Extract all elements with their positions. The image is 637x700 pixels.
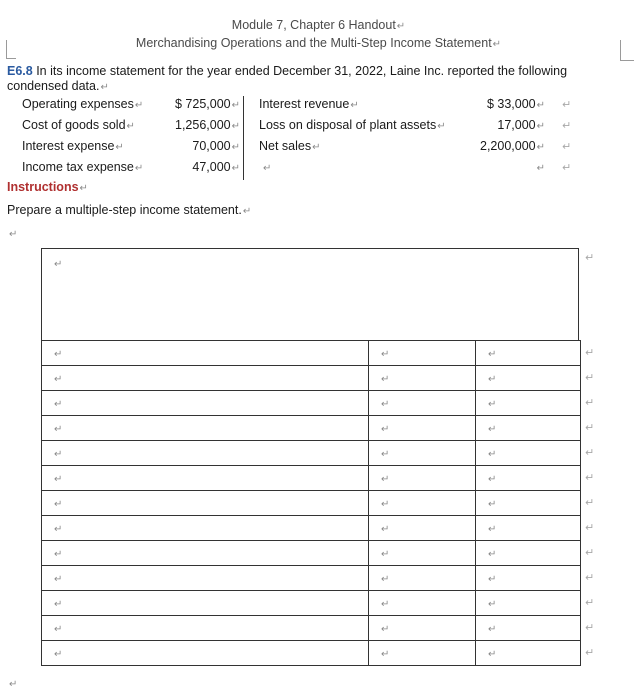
cell-mark-icon: ↵ <box>54 549 63 560</box>
worksheet-row <box>42 566 581 591</box>
worksheet-amount-cell[interactable] <box>369 541 476 566</box>
cell-mark-icon: ↵ <box>381 624 390 635</box>
worksheet-label-cell[interactable] <box>42 391 369 416</box>
worksheet-row <box>42 341 581 366</box>
cell-mark-icon: ↵ <box>381 549 390 560</box>
cell-mark-icon: ↵ <box>54 349 63 360</box>
worksheet-amount-cell[interactable] <box>369 416 476 441</box>
cell-mark-icon: ↵ <box>54 524 63 535</box>
worksheet-label-cell[interactable] <box>42 491 369 516</box>
cell-mark-icon: ↵ <box>54 474 63 485</box>
cell-mark-icon: ↵ <box>54 259 63 270</box>
cell-mark-icon: ↵ <box>54 599 63 610</box>
margin-corner-left-h <box>6 58 16 59</box>
cell-mark-icon: ↵ <box>381 449 390 460</box>
cell-mark-icon: ↵ <box>54 449 63 460</box>
worksheet-amount-cell[interactable] <box>476 516 581 541</box>
margin-corner-left-icon <box>6 40 7 58</box>
cell-mark-icon: ↵ <box>488 474 497 485</box>
worksheet-row <box>42 416 581 441</box>
worksheet-amount-cell[interactable] <box>476 466 581 491</box>
worksheet-row <box>42 541 581 566</box>
cell-mark-icon: ↵ <box>381 374 390 385</box>
final-paragraph-mark: ↵ <box>9 679 18 690</box>
cell-mark-icon: ↵ <box>488 599 497 610</box>
cell-mark-icon: ↵ <box>381 474 390 485</box>
worksheet-amount-cell[interactable] <box>369 466 476 491</box>
worksheet-amount-cell[interactable] <box>476 616 581 641</box>
row-end-mark-icon: ↵ <box>585 522 595 534</box>
worksheet-label-cell[interactable] <box>42 416 369 441</box>
worksheet-row <box>42 641 581 666</box>
paragraph-mark-icon: ↵ <box>492 39 502 50</box>
worksheet-amount-cell[interactable] <box>369 566 476 591</box>
worksheet-label-cell[interactable] <box>42 366 369 391</box>
row-end-mark-icon: ↵ <box>562 120 572 132</box>
worksheet-row <box>42 591 581 616</box>
cell-mark-icon: ↵ <box>54 624 63 635</box>
worksheet-label-cell[interactable] <box>42 591 369 616</box>
worksheet-row <box>42 491 581 516</box>
worksheet-label-cell[interactable] <box>42 541 369 566</box>
worksheet-amount-cell[interactable] <box>476 566 581 591</box>
worksheet-row <box>42 466 581 491</box>
data-left-label-3: Income tax expense↵ <box>22 160 144 174</box>
row-end-mark-icon: ↵ <box>562 141 572 153</box>
handout-subtitle: Merchandising Operations and the Multi-Step Income Statement↵ <box>135 36 502 50</box>
income-statement-worksheet <box>41 340 581 666</box>
cell-mark-icon: ↵ <box>488 349 497 360</box>
cell-mark-icon: ↵ <box>488 574 497 585</box>
cell-mark-icon: ↵ <box>54 574 63 585</box>
row-end-mark-icon: ↵ <box>585 422 595 434</box>
cell-mark-icon: ↵ <box>488 424 497 435</box>
cell-mark-icon: ↵ <box>488 499 497 510</box>
cell-mark-icon: ↵ <box>488 374 497 385</box>
data-right-empty-value: ↵ <box>536 163 545 174</box>
worksheet-label-cell[interactable] <box>42 616 369 641</box>
worksheet-label-cell[interactable] <box>42 441 369 466</box>
row-end-mark-icon: ↵ <box>585 497 595 509</box>
worksheet-row <box>42 616 581 641</box>
row-end-mark-icon: ↵ <box>585 372 595 384</box>
cell-mark-icon: ↵ <box>381 424 390 435</box>
worksheet-amount-cell[interactable] <box>476 441 581 466</box>
data-right-value-1: 17,000↵ <box>497 118 545 132</box>
row-end-mark-icon: ↵ <box>585 347 595 359</box>
worksheet-amount-cell[interactable] <box>369 516 476 541</box>
worksheet-amount-cell[interactable] <box>369 391 476 416</box>
worksheet-row <box>42 366 581 391</box>
worksheet-amount-cell[interactable] <box>476 416 581 441</box>
data-left-value-2: 70,000↵ <box>192 139 240 153</box>
row-end-mark-icon: ↵ <box>562 162 572 174</box>
row-end-mark-icon: ↵ <box>585 597 595 609</box>
cell-mark-icon: ↵ <box>488 649 497 660</box>
cell-mark-icon: ↵ <box>488 624 497 635</box>
statement-heading-box[interactable] <box>41 248 579 341</box>
cell-mark-icon: ↵ <box>381 524 390 535</box>
row-end-mark-icon: ↵ <box>562 99 572 111</box>
cell-mark-icon: ↵ <box>381 499 390 510</box>
cell-mark-icon: ↵ <box>381 349 390 360</box>
cell-mark-icon: ↵ <box>381 399 390 410</box>
exercise-id: E6.8 <box>7 64 33 78</box>
worksheet-amount-cell[interactable] <box>476 641 581 666</box>
handout-title: Module 7, Chapter 6 Handout↵ <box>231 18 406 32</box>
worksheet-amount-cell[interactable] <box>476 341 581 366</box>
worksheet-amount-cell[interactable] <box>476 591 581 616</box>
worksheet-label-cell[interactable] <box>42 516 369 541</box>
data-right-label-0: Interest revenue↵ <box>259 97 359 111</box>
worksheet-label-cell[interactable] <box>42 566 369 591</box>
worksheet-label-cell[interactable] <box>42 466 369 491</box>
worksheet-row <box>42 441 581 466</box>
instructions-heading: Instructions↵ <box>7 180 88 194</box>
worksheet-amount-cell[interactable] <box>369 366 476 391</box>
worksheet-amount-cell[interactable] <box>476 491 581 516</box>
cell-mark-icon: ↵ <box>54 424 63 435</box>
data-left-value-1: 1,256,000↵ <box>175 118 240 132</box>
cell-mark-icon: ↵ <box>54 399 63 410</box>
exercise-statement <box>7 64 627 78</box>
paragraph-mark-icon: ↵ <box>396 21 406 32</box>
cell-mark-icon: ↵ <box>54 499 63 510</box>
worksheet-label-cell[interactable] <box>42 341 369 366</box>
row-end-mark-icon: ↵ <box>585 447 595 459</box>
row-end-mark-icon: ↵ <box>585 647 595 659</box>
row-end-mark-icon: ↵ <box>585 572 595 584</box>
worksheet-row <box>42 391 581 416</box>
worksheet-amount-cell[interactable] <box>369 616 476 641</box>
empty-paragraph-mark: ↵ <box>9 229 18 240</box>
row-end-mark-icon: ↵ <box>585 472 595 484</box>
worksheet-amount-cell[interactable] <box>476 391 581 416</box>
worksheet-row <box>42 516 581 541</box>
data-right-label-2: Net sales↵ <box>259 139 321 153</box>
row-end-mark-icon: ↵ <box>585 397 595 409</box>
data-left-label-2: Interest expense↵ <box>22 139 124 153</box>
worksheet-amount-cell[interactable] <box>476 541 581 566</box>
paragraph-mark-icon: ↵ <box>100 82 109 93</box>
data-right-value-2: 2,200,000↵ <box>480 139 545 153</box>
cell-mark-icon: ↵ <box>54 649 63 660</box>
margin-corner-right-icon <box>620 40 621 60</box>
margin-corner-right-h <box>620 60 634 61</box>
data-left-label-1: Cost of goods sold↵ <box>22 118 135 132</box>
worksheet-amount-cell[interactable] <box>369 341 476 366</box>
row-end-mark-icon: ↵ <box>585 252 595 264</box>
cell-mark-icon: ↵ <box>488 449 497 460</box>
exercise-text: In its income statement for the year ended December 31, 2022, Laine Inc. reported the following <box>36 64 568 78</box>
worksheet-amount-cell[interactable] <box>369 491 476 516</box>
cell-mark-icon: ↵ <box>488 549 497 560</box>
cell-mark-icon: ↵ <box>381 574 390 585</box>
exercise-statement-line2: condensed data.↵ <box>7 79 109 93</box>
data-left-value-3: 47,000↵ <box>192 160 240 174</box>
data-right-label-1: Loss on disposal of plant assets↵ <box>259 118 446 132</box>
row-end-mark-icon: ↵ <box>585 622 595 634</box>
cell-mark-icon: ↵ <box>488 399 497 410</box>
worksheet-amount-cell[interactable] <box>369 591 476 616</box>
instructions-text: Prepare a multiple-step income statement.↵ <box>7 203 252 217</box>
data-left-label-0: Operating expenses↵ <box>22 97 144 111</box>
cell-mark-icon: ↵ <box>54 374 63 385</box>
cell-mark-icon: ↵ <box>488 524 497 535</box>
data-divider <box>243 96 244 180</box>
worksheet-amount-cell[interactable] <box>369 641 476 666</box>
cell-mark-icon: ↵ <box>381 649 390 660</box>
data-left-value-0: $ 725,000↵ <box>175 97 240 111</box>
worksheet-amount-cell[interactable] <box>369 441 476 466</box>
worksheet-amount-cell[interactable] <box>476 366 581 391</box>
worksheet-label-cell[interactable] <box>42 641 369 666</box>
row-end-mark-icon: ↵ <box>585 547 595 559</box>
cell-mark-icon: ↵ <box>381 599 390 610</box>
data-right-value-0: $ 33,000↵ <box>486 97 545 111</box>
data-right-empty-mark: ↵ <box>263 163 272 174</box>
